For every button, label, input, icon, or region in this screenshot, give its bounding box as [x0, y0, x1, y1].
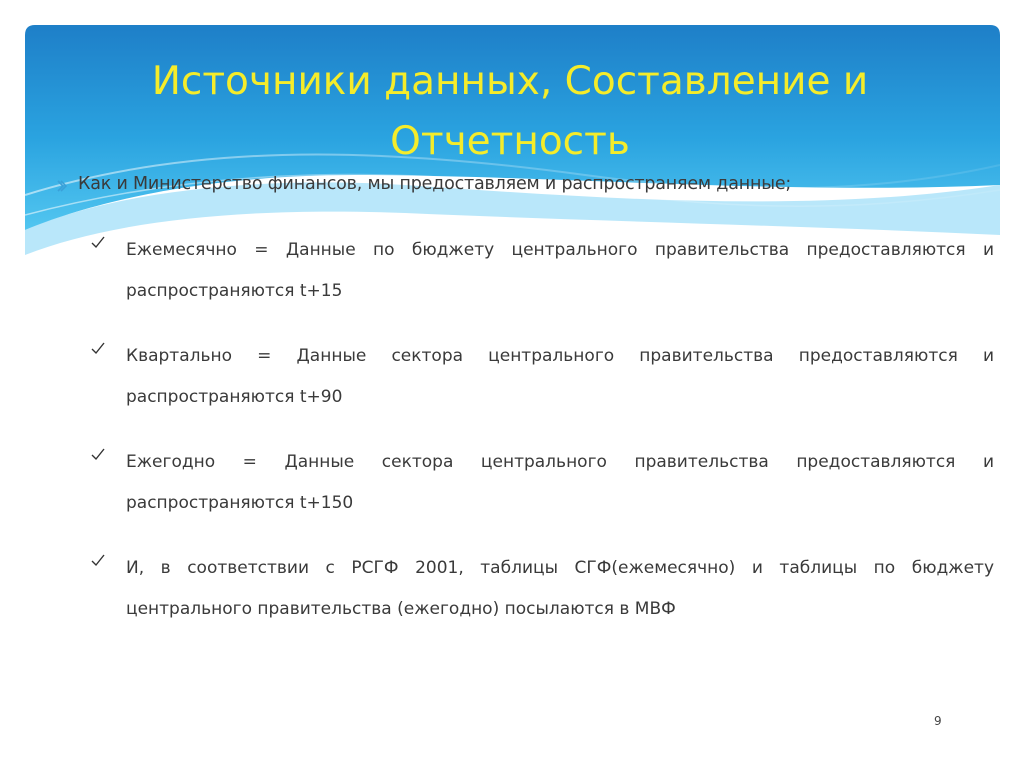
checkmark-icon: [90, 446, 106, 462]
list-item: [90, 548, 994, 630]
list-item: [90, 336, 994, 418]
page-number: 9: [934, 714, 942, 728]
list-item-text: Квартально = Данные сектора центрального правительства предоставляются и распространяются t+90: [126, 346, 994, 407]
list-item-text: Ежемесячно = Данные по бюджету центрального правительства предоставляются и распространяются t+15: [126, 240, 994, 301]
page-title: [60, 52, 960, 172]
checkmark-icon: [90, 552, 106, 568]
list-item-text: И, в соответствии с РСГФ 2001, таблицы СГФ(ежемесячно) и таблицы по бюджету центрального правительства (ежегодно) посылаются в МВФ: [126, 558, 994, 619]
intro-text: Как и Министерство финансов, мы предоставляем и распространяем данные;: [78, 174, 792, 194]
arrow-chevron-icon: [56, 178, 68, 194]
title-line-1: Источники данных, Составление и: [151, 59, 869, 104]
list-item-text: Ежегодно = Данные сектора центрального правительства предоставляются и распространяются t+150: [126, 452, 994, 513]
list-item: [90, 442, 994, 524]
checkmark-icon: [90, 340, 106, 356]
title-line-2: Отчетность: [390, 119, 630, 164]
list-item: [90, 230, 994, 312]
checkmark-icon: [90, 234, 106, 250]
